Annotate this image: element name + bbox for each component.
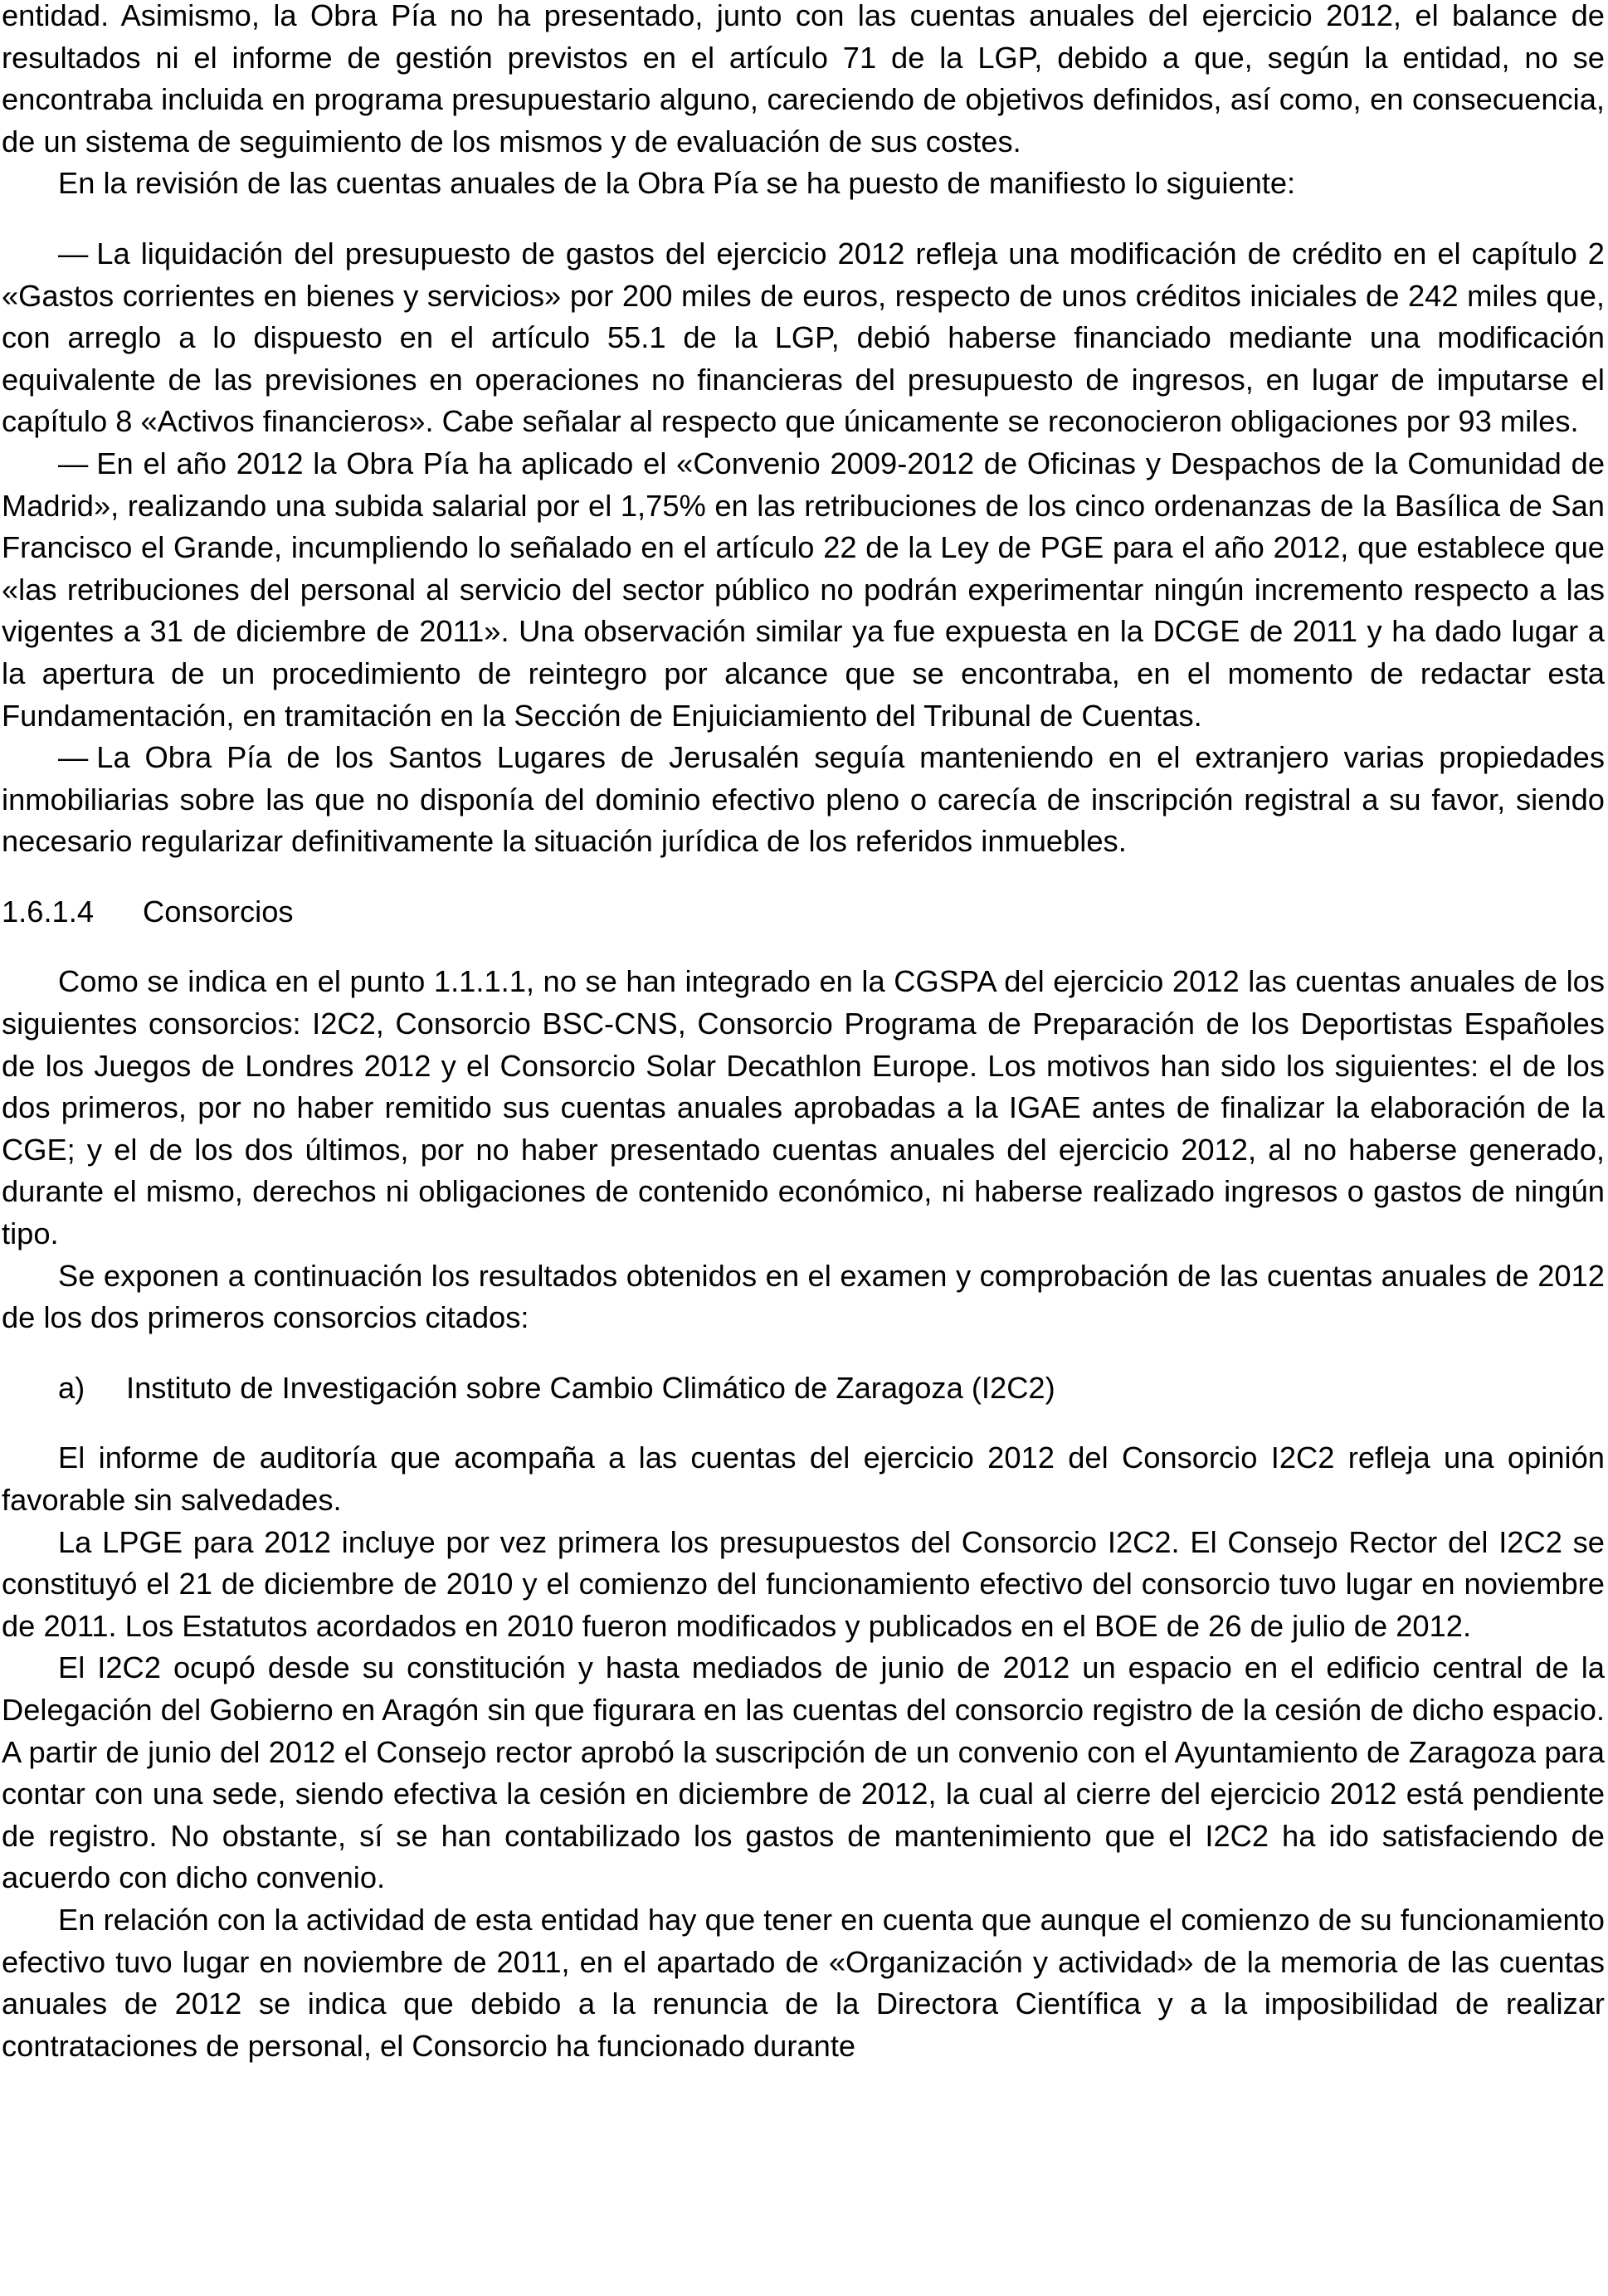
paragraph-actividad: En relación con la actividad de esta entidad hay que tener en cuenta que aunque el comienzo de su funcionamiento efectivo tuvo lugar en noviembre de 2011, en el apartado de «Organización y actividad» de la memoria de las cuentas anuales de 2012 se indica que debido a la renuncia de la Directora Científica y a la imposibilidad de realizar contrataciones de personal, el Consorcio ha funcionado durante (2, 1902, 1605, 2063)
dash-mark: — (58, 740, 89, 775)
section-title: Consorcios (143, 894, 294, 929)
paragraph-resultados: Se exponen a continuación los resultados obtenidos en el examen y comprobación de las cuentas anuales de 2012 de los dos primeros consorcios citados: (2, 1258, 1605, 1335)
subsection-letter: a) (58, 1370, 85, 1405)
bullet-text: La Obra Pía de los Santos Lugares de Jerusalén seguía manteniendo en el extranjero varias propiedades inmobiliarias sobre las que no disponía del dominio efectivo pleno o carecía de inscripción registral a su favor, siendo necesario regularizar definitivamente la situación jurídica de los referidos inmuebles. (2, 740, 1605, 859)
section-number: 1.6.1.4 (2, 894, 94, 929)
paragraph-auditoria: El informe de auditoría que acompaña a las cuentas del ejercicio 2012 del Consorcio I2C2 refleja una opinión favorable sin salvedades. (2, 1440, 1605, 1517)
bullet-propiedades (2, 737, 1605, 863)
paragraph-revision-intro: En la revisión de las cuentas anuales de la Obra Pía se ha puesto de manifiesto lo siguiente: (58, 166, 1296, 201)
dash-mark: — (58, 446, 89, 480)
paragraph-consorcios: Como se indica en el punto 1.1.1.1, no se han integrado en la CGSPA del ejercicio 2012 las cuentas anuales de los siguientes consorcios: I2C2, Consorcio BSC-CNS, Consorcio Programa de Preparación de los Deportistas Españoles de los Juegos de Londres 2012 y el Consorcio Solar Decathlon Europe. Los motivos han sido los siguientes: el de los dos primeros, por no haber remitido sus cuentas anuales aprobadas a la IGAE antes de finalizar la elaboración de la CGE; y el de los dos últimos, por no haber presentado cuentas anuales del ejercicio 2012, al no haberse generado, durante el mismo, derechos ni obligaciones de contenido económico, ni haberse realizado ingresos o gastos de ningún tipo. (2, 964, 1605, 1251)
bullet-convenio (2, 443, 1605, 737)
dash-mark: — (58, 236, 89, 271)
paragraph-obra-pia-intro: entidad. Asimismo, la Obra Pía no ha presentado, junto con las cuentas anuales del ejercicio 2012, el balance de resultados ni el informe de gestión previstos en el artículo 71 de la LGP, debido a que, según la entidad, no se encontraba incluida en programa presupuestario alguno, careciendo de objetivos definidos, así como, en consecuencia, de un sistema de seguimiento de los mismos y de evaluación de sus costes. (2, 0, 1605, 158)
section-heading (2, 891, 1605, 934)
subsection-title: Instituto de Investigación sobre Cambio Climático de Zaragoza (I2C2) (126, 1370, 1055, 1405)
bullet-text: La liquidación del presupuesto de gastos del ejercicio 2012 refleja una modificación de crédito en el capítulo 2 «Gastos corrientes en bienes y servicios» por 200 miles de euros, respecto de unos créditos iniciales de 242 miles que, con arreglo a lo dispuesto en el artículo 55.1 de la LGP, debió haberse financiado mediante una modificación equivalente de las previsiones en operaciones no financieras del presupuesto de ingresos, en lugar de imputarse el capítulo 8 «Activos financieros». Cabe señalar al respecto que únicamente se reconocieron obligaciones por 93 miles. (2, 236, 1605, 439)
bullet-liquidacion (2, 233, 1605, 443)
bullet-text: En el año 2012 la Obra Pía ha aplicado el «Convenio 2009-2012 de Oficinas y Despachos de la Comunidad de Madrid», realizando una subida salarial por el 1,75% en las retribuciones de los cinco ordenanzas de la Basílica de San Francisco el Grande, incumpliendo lo señalado en el artículo 22 de la Ley de PGE para el año 2012, que establece que «las retribuciones del personal al servicio del sector público no podrán experimentar ningún incremento respecto a las vigentes a 31 de diciembre de 2011». Una observación similar ya fue expuesta en la DCGE de 2011 y ha dado lugar a la apertura de un procedimiento de reintegro por alcance que se encontraba, en el momento de redactar esta Fundamentación, en tramitación en la Sección de Enjuiciamiento del Tribunal de Cuentas. (2, 446, 1605, 733)
paragraph-sede: El I2C2 ocupó desde su constitución y hasta mediados de junio de 2012 un espacio en el edificio central de la Delegación del Gobierno en Aragón sin que figurara en las cuentas del consorcio registro de la cesión de dicho espacio. A partir de junio del 2012 el Consejo rector aprobó la suscripción de un convenio con el Ayuntamiento de Zaragoza para contar con una sede, siendo efectiva la cesión en diciembre de 2012, la cual al cierre del ejercicio 2012 está pendiente de registro. No obstante, sí se han contabilizado los gastos de mantenimiento que el I2C2 ha ido satisfaciendo de acuerdo con dicho convenio. (2, 1650, 1605, 1895)
paragraph-lpge: La LPGE para 2012 incluye por vez primera los presupuestos del Consorcio I2C2. El Consejo Rector del I2C2 se constituyó el 21 de diciembre de 2010 y el comienzo del funcionamiento efectivo del consorcio tuvo lugar en noviembre de 2011. Los Estatutos acordados en 2010 fueron modificados y publicados en el BOE de 26 de julio de 2012. (2, 1524, 1605, 1643)
subsection-heading (2, 1367, 1605, 1410)
